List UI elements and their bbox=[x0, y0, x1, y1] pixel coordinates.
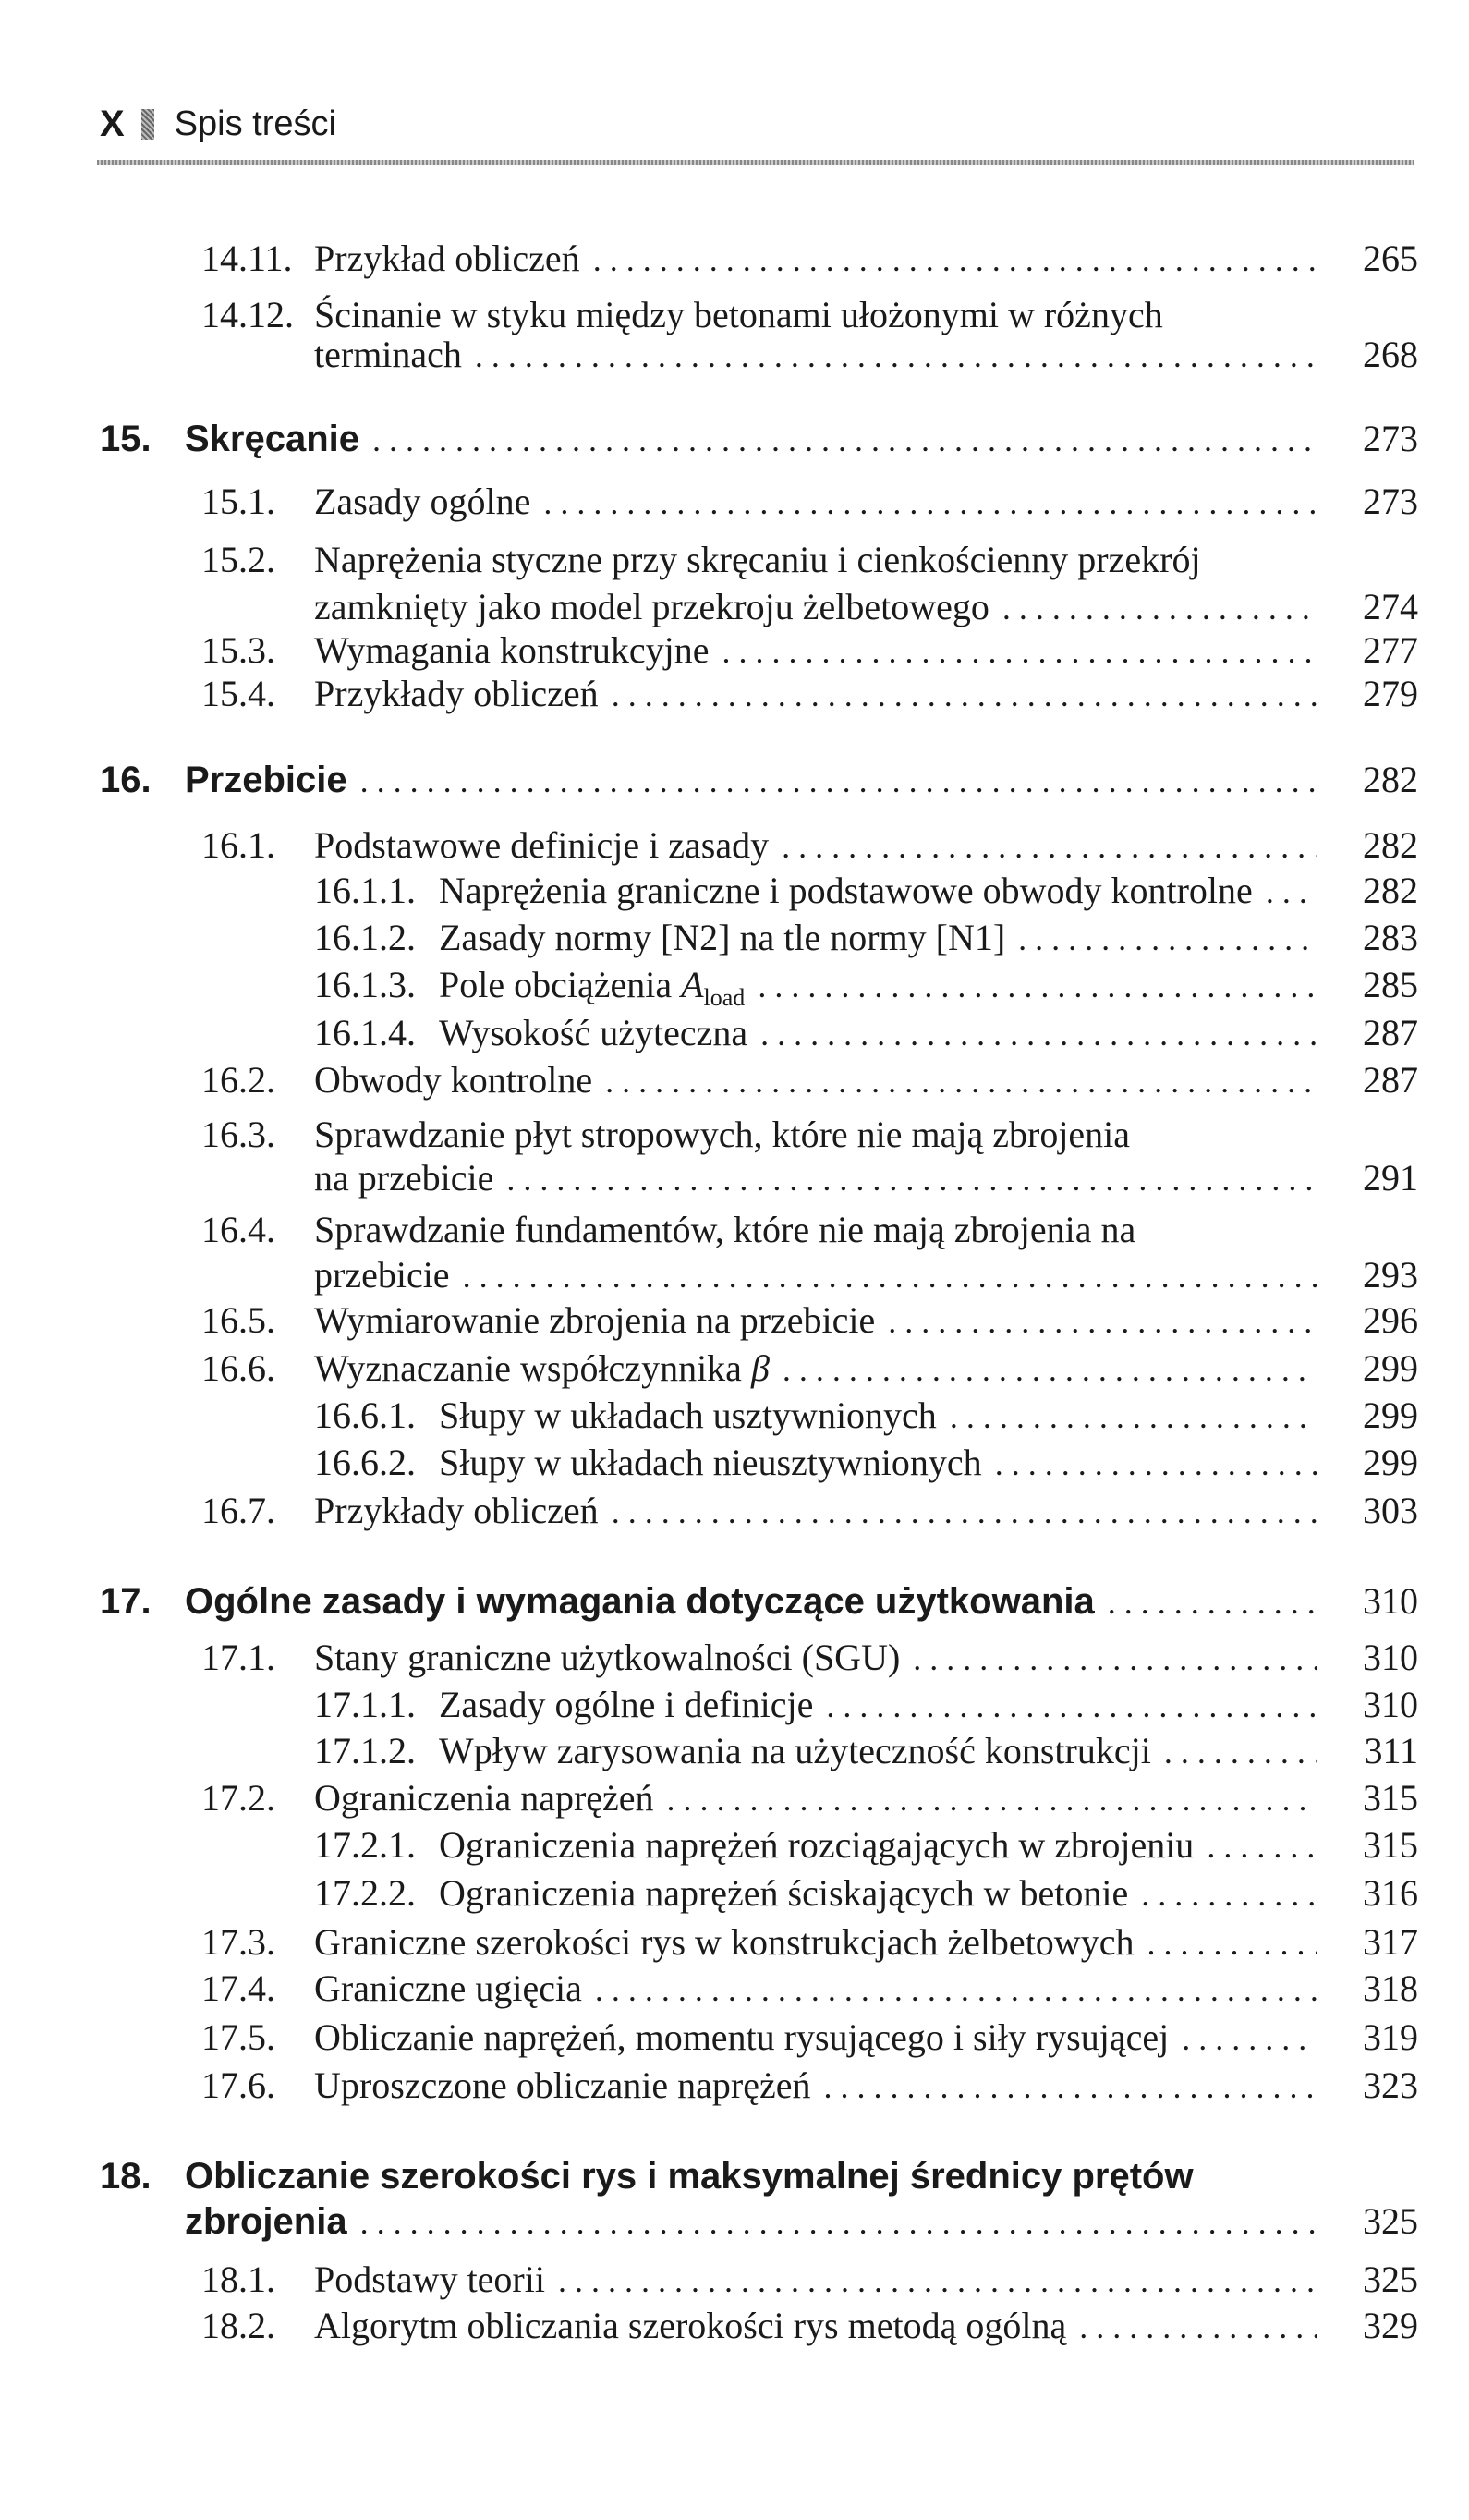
entry-title: Zasady ogólne i definicje bbox=[439, 1684, 814, 1725]
page-number: 310 bbox=[1363, 1684, 1418, 1725]
entry-title: Podstawy teorii bbox=[314, 2258, 545, 2300]
entry-title: Ograniczenia naprężeń rozciągających w zbrojeniu bbox=[439, 1824, 1195, 1866]
entry-title: Słupy w układach usztywnionych bbox=[439, 1394, 937, 1436]
entry-number: 16.1.4. bbox=[314, 1012, 416, 1053]
entry-number: 15. bbox=[100, 419, 152, 459]
dot-leader bbox=[1266, 869, 1317, 915]
dot-leader bbox=[1147, 1920, 1317, 1966]
toc-entry[interactable] bbox=[314, 1010, 1418, 1056]
toc-entry[interactable] bbox=[201, 1966, 1418, 2012]
page-number: 293 bbox=[1363, 1254, 1418, 1296]
running-header bbox=[100, 103, 336, 145]
toc-entry[interactable] bbox=[314, 962, 1418, 1011]
entry-number: 18.1. bbox=[201, 2258, 275, 2300]
entry-number: 17.2.2. bbox=[314, 1872, 416, 1914]
entry-number: 16.4. bbox=[201, 1209, 275, 1250]
page-number: 265 bbox=[1363, 237, 1418, 279]
entry-number: 16. bbox=[100, 760, 152, 800]
entry-number: 16.1.2. bbox=[314, 917, 416, 958]
toc-entry[interactable] bbox=[314, 332, 1418, 378]
entry-number: 14.11. bbox=[201, 237, 293, 279]
toc-entry[interactable] bbox=[314, 1393, 1418, 1439]
entry-number: 16.7. bbox=[201, 1490, 275, 1531]
entry-number: 16.6.2. bbox=[314, 1442, 416, 1483]
entry-title: Pole obciążenia bbox=[439, 964, 673, 1005]
toc-entry[interactable] bbox=[201, 1112, 1418, 1158]
entry-title: Sprawdzanie fundamentów, które nie mają zbrojenia na bbox=[314, 1209, 1136, 1250]
toc-entry[interactable] bbox=[201, 537, 1418, 583]
entry-title: Przykłady obliczeń bbox=[314, 673, 599, 714]
entry-number: 16.2. bbox=[201, 1059, 275, 1101]
dot-leader bbox=[950, 1394, 1317, 1440]
dot-leader bbox=[558, 2258, 1317, 2304]
entry-title: terminach bbox=[314, 334, 462, 375]
entry-title: przebicie bbox=[314, 1254, 450, 1296]
page-number: 299 bbox=[1363, 1442, 1418, 1483]
page-number: 279 bbox=[1363, 673, 1418, 714]
entry-title: Naprężenia graniczne i podstawowe obwody kontrolne bbox=[439, 870, 1253, 911]
toc-entry[interactable] bbox=[201, 627, 1418, 674]
entry-title: Obliczanie naprężeń, momentu rysującego i siły rysującej bbox=[314, 2016, 1170, 2058]
dot-leader bbox=[463, 1253, 1317, 1299]
entry-number: 17.6. bbox=[201, 2064, 275, 2106]
dot-leader bbox=[782, 823, 1317, 870]
toc-entry[interactable] bbox=[314, 1728, 1418, 1774]
dot-leader bbox=[1207, 1823, 1317, 1869]
toc-entry[interactable] bbox=[201, 1345, 1418, 1392]
page-number: 317 bbox=[1363, 1921, 1418, 1963]
page-number: 287 bbox=[1363, 1012, 1418, 1053]
math-symbol bbox=[751, 1345, 770, 1392]
toc-entry[interactable] bbox=[314, 1440, 1418, 1486]
dot-leader bbox=[360, 2199, 1317, 2246]
page-number: 318 bbox=[1363, 1967, 1418, 2009]
entry-number: 15.1. bbox=[201, 481, 275, 522]
dot-leader bbox=[760, 1011, 1317, 1057]
entry-title: Sprawdzanie płyt stropowych, które nie mają zbrojenia bbox=[314, 1114, 1131, 1155]
dot-leader bbox=[722, 628, 1317, 675]
toc-entry[interactable] bbox=[201, 1057, 1418, 1103]
entry-title: Graniczne szerokości rys w konstrukcjach żelbetowych bbox=[314, 1921, 1135, 1963]
toc-entry[interactable] bbox=[201, 1919, 1418, 1966]
entry-title: zbrojenia bbox=[185, 2201, 347, 2242]
dot-leader bbox=[1079, 2304, 1317, 2350]
toc-entry[interactable] bbox=[201, 1635, 1418, 1681]
dot-leader bbox=[605, 1058, 1317, 1104]
dot-leader bbox=[593, 237, 1317, 283]
entry-number: 15.2. bbox=[201, 539, 275, 580]
page-number: 299 bbox=[1363, 1347, 1418, 1389]
dot-leader bbox=[612, 672, 1317, 718]
entry-number: 16.5. bbox=[201, 1299, 275, 1341]
page-number: 282 bbox=[1363, 759, 1418, 800]
entry-number: 16.1.3. bbox=[314, 964, 416, 1005]
entry-title: Stany graniczne użytkowalności (SGU) bbox=[314, 1637, 901, 1678]
page-number: 315 bbox=[1363, 1824, 1418, 1866]
page-number: 323 bbox=[1363, 2064, 1418, 2106]
page-number: 310 bbox=[1363, 1637, 1418, 1678]
page-number: 273 bbox=[1363, 481, 1418, 522]
symbol: β bbox=[750, 1347, 770, 1389]
dot-leader bbox=[758, 963, 1317, 1009]
dot-leader bbox=[612, 1489, 1317, 1535]
entry-title: Uproszczone obliczanie naprężeń bbox=[314, 2064, 811, 2106]
entry-title: Naprężenia styczne przy skręcaniu i cienkościenny przekrój bbox=[314, 539, 1201, 580]
toc-chapter-entry[interactable] bbox=[100, 757, 1418, 803]
entry-title: Słupy w układach nieusztywnionych bbox=[439, 1442, 982, 1483]
toc-entry[interactable] bbox=[314, 1870, 1418, 1917]
entry-title: Wyznaczanie współczynnika bbox=[314, 1347, 742, 1389]
toc-entry[interactable] bbox=[314, 1252, 1418, 1298]
entry-number: 14.12. bbox=[201, 294, 294, 335]
toc-entry[interactable] bbox=[201, 1207, 1418, 1253]
toc-entry[interactable] bbox=[201, 671, 1418, 717]
dot-leader bbox=[1002, 585, 1317, 631]
toc-entry[interactable] bbox=[314, 868, 1418, 914]
toc-chapter-entry[interactable] bbox=[100, 416, 1418, 462]
dot-leader bbox=[1164, 1729, 1317, 1775]
entry-number: 16.1. bbox=[201, 824, 275, 866]
page-number: 329 bbox=[1363, 2305, 1418, 2346]
entry-number: 17.5. bbox=[201, 2016, 275, 2058]
toc-chapter-entry[interactable] bbox=[100, 1578, 1418, 1625]
entry-number: 17.1.2. bbox=[314, 1730, 416, 1771]
entry-title: Zasady normy [N2] na tle normy [N1] bbox=[439, 917, 1006, 958]
entry-title: Algorytm obliczania szerokości rys metodą ogólną bbox=[314, 2305, 1067, 2346]
dot-leader bbox=[475, 333, 1317, 379]
entry-number: 16.6. bbox=[201, 1347, 275, 1389]
page-number: 291 bbox=[1363, 1157, 1418, 1199]
entry-title: Zasady ogólne bbox=[314, 481, 531, 522]
entry-number: 17.2.1. bbox=[314, 1824, 416, 1866]
page-number: 296 bbox=[1363, 1299, 1418, 1341]
entry-title: Skręcanie bbox=[185, 419, 360, 459]
entry-number: 15.3. bbox=[201, 629, 275, 671]
toc-entry[interactable] bbox=[314, 1822, 1418, 1869]
dot-leader bbox=[1141, 1871, 1317, 1917]
toc-entry[interactable] bbox=[314, 1155, 1418, 1201]
entry-number: 16.3. bbox=[201, 1114, 275, 1155]
page-number: 287 bbox=[1363, 1059, 1418, 1101]
page-number: 299 bbox=[1363, 1394, 1418, 1436]
dot-leader bbox=[543, 480, 1317, 526]
page-number: X bbox=[100, 103, 125, 144]
toc-chapter-entry[interactable] bbox=[100, 2153, 1418, 2199]
entry-title: Obwody kontrolne bbox=[314, 1059, 593, 1101]
entry-number: 16.6.1. bbox=[314, 1394, 416, 1436]
entry-title: Wymagania konstrukcyjne bbox=[314, 629, 710, 671]
entry-title: na przebicie bbox=[314, 1157, 494, 1199]
dot-leader bbox=[1182, 2015, 1317, 2062]
page-number: 316 bbox=[1363, 1872, 1418, 1914]
entry-title: Ścinanie w styku między betonami ułożonymi w różnych bbox=[314, 294, 1163, 335]
toc-entry[interactable] bbox=[201, 822, 1418, 869]
toc-entry[interactable] bbox=[201, 2303, 1418, 2349]
page-number: 277 bbox=[1363, 629, 1418, 671]
page-number: 285 bbox=[1363, 964, 1418, 1005]
page-number: 325 bbox=[1363, 2258, 1418, 2300]
toc-entry[interactable] bbox=[201, 1775, 1418, 1821]
page-number: 325 bbox=[1363, 2200, 1418, 2242]
dot-leader bbox=[372, 417, 1317, 463]
header-title: Spis treści bbox=[174, 104, 336, 143]
toc-entry[interactable] bbox=[201, 1488, 1418, 1534]
entry-title: Wysokość użyteczna bbox=[439, 1012, 748, 1053]
entry-number: 17.2. bbox=[201, 1777, 275, 1819]
toc-entry[interactable] bbox=[201, 2257, 1418, 2303]
entry-title: Przebicie bbox=[185, 760, 347, 800]
page-number: 303 bbox=[1363, 1490, 1418, 1531]
toc-entry[interactable] bbox=[201, 1297, 1418, 1344]
entry-title: Graniczne ugięcia bbox=[314, 1967, 582, 2009]
toc-entry[interactable] bbox=[201, 2015, 1418, 2061]
entry-number: 18. bbox=[100, 2156, 152, 2197]
toc-entry[interactable] bbox=[314, 1682, 1418, 1728]
page-number: 283 bbox=[1363, 917, 1418, 958]
entry-title: Ograniczenia naprężeń ściskających w betonie bbox=[439, 1872, 1129, 1914]
dot-leader bbox=[995, 1441, 1317, 1487]
entry-number: 17. bbox=[100, 1581, 152, 1622]
entry-title: Obliczanie szerokości rys i maksymalnej średnicy prętów bbox=[185, 2156, 1194, 2197]
entry-title: zamknięty jako model przekroju żelbetowego bbox=[314, 586, 989, 627]
dot-leader bbox=[595, 1966, 1317, 2013]
page-number: 274 bbox=[1363, 586, 1418, 627]
entry-title: Podstawowe definicje i zasady bbox=[314, 824, 770, 866]
dot-leader bbox=[783, 1346, 1317, 1393]
toc-entry[interactable] bbox=[314, 584, 1418, 630]
entry-number: 17.1. bbox=[201, 1637, 275, 1678]
dot-leader bbox=[1108, 1579, 1317, 1625]
header-rule bbox=[97, 160, 1414, 165]
toc-entry[interactable] bbox=[314, 915, 1418, 961]
dot-leader bbox=[360, 758, 1317, 804]
entry-number: 17.3. bbox=[201, 1921, 275, 1963]
entry-title: Ograniczenia naprężeń bbox=[314, 1777, 654, 1819]
symbol: A bbox=[681, 964, 704, 1005]
dot-leader bbox=[913, 1636, 1317, 1682]
dot-leader bbox=[888, 1298, 1317, 1345]
entry-number: 18.2. bbox=[201, 2305, 275, 2346]
dot-leader bbox=[506, 1156, 1317, 1202]
page-number: 282 bbox=[1363, 870, 1418, 911]
toc-entry[interactable] bbox=[201, 479, 1418, 525]
toc-entry[interactable] bbox=[201, 236, 1418, 282]
entry-title: Wpływ zarysowania na użyteczność konstrukcji bbox=[439, 1730, 1151, 1771]
dot-leader bbox=[826, 1683, 1317, 1729]
page-number: 311 bbox=[1364, 1730, 1418, 1771]
dot-leader bbox=[1018, 916, 1317, 962]
toc-entry[interactable] bbox=[201, 2063, 1418, 2109]
page-number: 282 bbox=[1363, 824, 1418, 866]
page-number: 315 bbox=[1363, 1777, 1418, 1819]
entry-number: 17.1.1. bbox=[314, 1684, 416, 1725]
page-number: 273 bbox=[1363, 418, 1418, 459]
entry-title: Przykład obliczeń bbox=[314, 237, 580, 279]
entry-title: Wymiarowanie zbrojenia na przebicie bbox=[314, 1299, 876, 1341]
symbol-subscript: load bbox=[703, 984, 746, 1011]
page-number: 310 bbox=[1363, 1580, 1418, 1622]
page-number: 319 bbox=[1363, 2016, 1418, 2058]
entry-number: 16.1.1. bbox=[314, 870, 416, 911]
page-number: 268 bbox=[1363, 334, 1418, 375]
entry-title: Przykłady obliczeń bbox=[314, 1490, 599, 1531]
dot-leader bbox=[667, 1776, 1317, 1822]
toc-chapter-entry[interactable] bbox=[185, 2198, 1418, 2245]
entry-number: 15.4. bbox=[201, 673, 275, 714]
entry-number: 17.4. bbox=[201, 1967, 275, 2009]
header-marker bbox=[141, 109, 154, 140]
dot-leader bbox=[823, 2063, 1317, 2110]
entry-title: Ogólne zasady i wymagania dotyczące użytkowania bbox=[185, 1581, 1095, 1622]
